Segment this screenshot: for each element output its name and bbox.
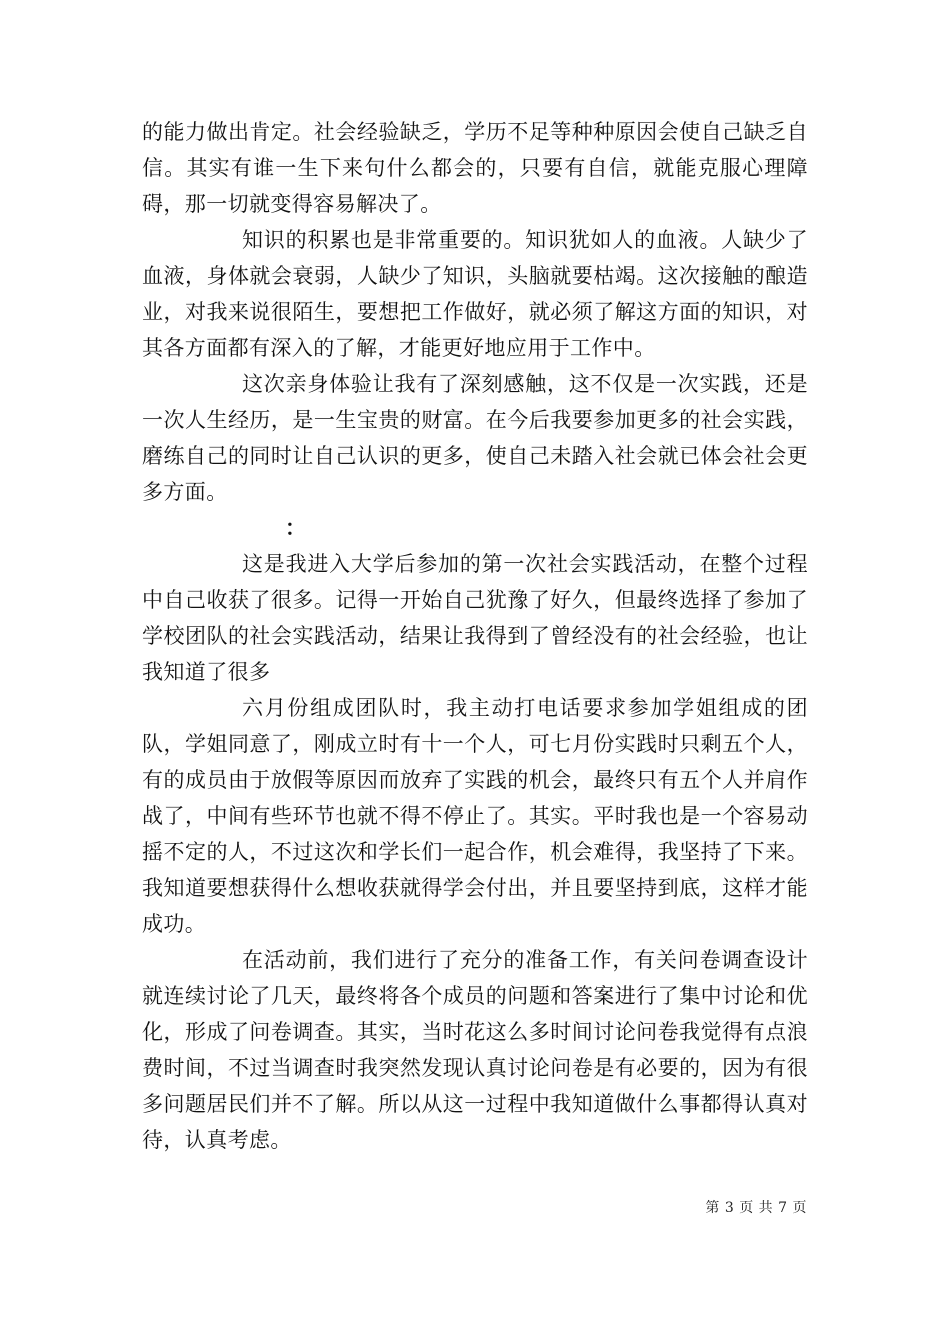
paragraph-4: 这是我进入大学后参加的第一次社会实践活动，在整个过程中自己收获了很多。记得一开始自己犹豫了好久，但最终选择了参加了学校团队的社会实践活动，结果让我得到了曾经没有的社会经验，也让我知道了很多 <box>142 552 808 684</box>
paragraph-6: 在活动前，我们进行了充分的准备工作，有关问卷调查设计就连续讨论了几天，最终将各个成员的问题和答案进行了集中讨论和优化，形成了问卷调查。其实，当时花这么多时间讨论问卷我觉得有点浪费时间，不过当调查时我突然发现认真讨论问卷是有必要的，因为有很多问题居民们并不了解。所以从这一过程中我知道做什么事都得认真对待，认真考虑。 <box>142 948 808 1152</box>
section-separator: ： <box>285 515 306 540</box>
document-body <box>142 114 808 1158</box>
paragraph-5: 六月份组成团队时，我主动打电话要求参加学姐组成的团队，学姐同意了，刚成立时有十一个人，可七月份实践时只剩五个人，有的成员由于放假等原因而放弃了实践的机会，最终只有五个人并肩作战了，中间有些环节也就不得不停止了。其实。平时我也是一个容易动摇不定的人，不过这次和学长们一起合作，机会难得，我坚持了下来。我知道要想获得什么想收获就得学会付出，并且要坚持到底，这样才能成功。 <box>142 696 808 936</box>
paragraph-3: 这次亲身体验让我有了深刻感触，这不仅是一次实践，还是一次人生经历，是一生宝贵的财富。在今后我要参加更多的社会实践，磨练自己的同时让自己认识的更多，使自己未踏入社会就已体会社会更多方面。 <box>142 372 808 504</box>
paragraph-1: 的能力做出肯定。社会经验缺乏，学历不足等种种原因会使自己缺乏自信。其实有谁一生下来句什么都会的，只要有自信，就能克服心理障碍，那一切就变得容易解决了。 <box>142 120 808 216</box>
page-number-footer: 第 3 页 共 7 页 <box>705 1200 807 1216</box>
paragraph-2: 知识的积累也是非常重要的。知识犹如人的血液。人缺少了血液，身体就会衰弱，人缺少了知识，头脑就要枯竭。这次接触的酿造业，对我来说很陌生，要想把工作做好，就必须了解这方面的知识，对其各方面都有深入的了解，才能更好地应用于工作中。 <box>142 228 808 360</box>
